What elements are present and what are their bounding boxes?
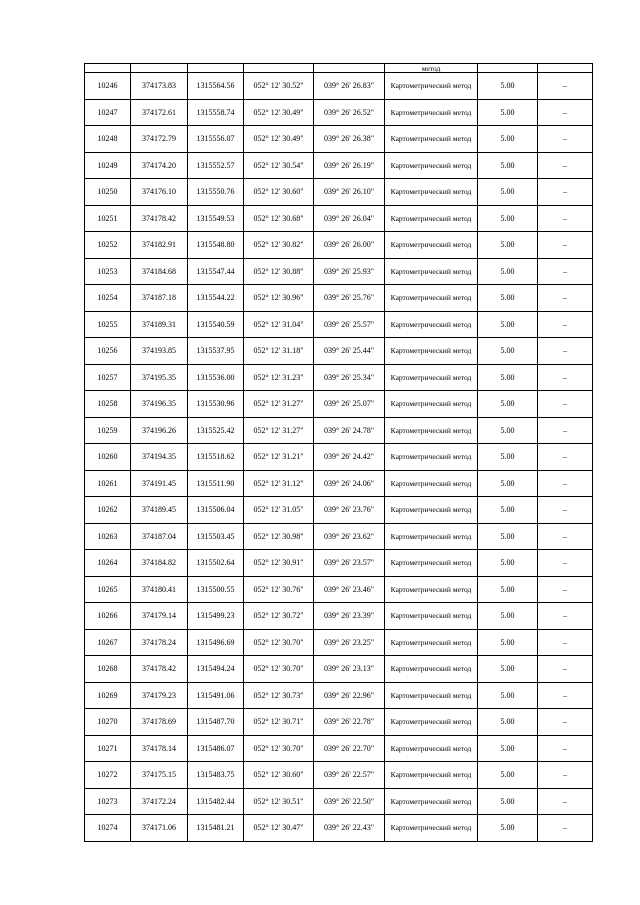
cell-y-coordinate: 1315487.70 bbox=[188, 709, 244, 736]
cell-point-id: 10264 bbox=[85, 550, 131, 577]
cell-longitude: 039° 26' 26.83" bbox=[314, 73, 385, 100]
cell-point-id: 10248 bbox=[85, 126, 131, 153]
cell-y-coordinate: 1315503.45 bbox=[188, 523, 244, 550]
cell-point-id: 10259 bbox=[85, 417, 131, 444]
cell-point-id: 10246 bbox=[85, 73, 131, 100]
cell-method: Картометрический метод bbox=[385, 73, 478, 100]
cell-accuracy: 5.00 bbox=[478, 682, 538, 709]
cell-longitude: 039° 26' 25.34" bbox=[314, 364, 385, 391]
cell-latitude: 052° 12' 30.72" bbox=[244, 603, 314, 630]
cell-y-coordinate: 1315549.53 bbox=[188, 205, 244, 232]
cell-accuracy: 5.00 bbox=[478, 338, 538, 365]
cell-y-coordinate: 1315558.74 bbox=[188, 99, 244, 126]
cell-note: – bbox=[538, 497, 593, 524]
cell-x-coordinate: 374195.35 bbox=[131, 364, 188, 391]
cell-point-id: 10260 bbox=[85, 444, 131, 471]
cell-latitude: 052° 12' 30.54" bbox=[244, 152, 314, 179]
cell-point-id: 10270 bbox=[85, 709, 131, 736]
cell-latitude: 052° 12' 30.82" bbox=[244, 232, 314, 259]
cell-x-coordinate: 374174.20 bbox=[131, 152, 188, 179]
cell-longitude: 039° 26' 22.57" bbox=[314, 762, 385, 789]
cell-accuracy: 5.00 bbox=[478, 550, 538, 577]
table-row bbox=[85, 629, 593, 656]
cell-accuracy: 5.00 bbox=[478, 497, 538, 524]
cell-note: – bbox=[538, 232, 593, 259]
cell-longitude: 039° 26' 22.96" bbox=[314, 682, 385, 709]
cell-y-coordinate: 1315482.44 bbox=[188, 788, 244, 815]
cell-latitude: 052° 12' 31.18" bbox=[244, 338, 314, 365]
table-row bbox=[85, 788, 593, 815]
cell-accuracy: 5.00 bbox=[478, 576, 538, 603]
cell-point-id: 10262 bbox=[85, 497, 131, 524]
cell-latitude: 052° 12' 30.47" bbox=[244, 815, 314, 842]
cell-method: Картометрический метод bbox=[385, 152, 478, 179]
cell-note: – bbox=[538, 99, 593, 126]
cell-y-coordinate: 1315547.44 bbox=[188, 258, 244, 285]
cell-accuracy: 5.00 bbox=[478, 815, 538, 842]
cell-note: – bbox=[538, 364, 593, 391]
cell-x-coordinate: 374191.45 bbox=[131, 470, 188, 497]
cell-latitude: 052° 12' 30.49" bbox=[244, 99, 314, 126]
cell-point-id: 10249 bbox=[85, 152, 131, 179]
cell-latitude: 052° 12' 31.05" bbox=[244, 497, 314, 524]
cell-latitude: 052° 12' 30.70" bbox=[244, 656, 314, 683]
table-row bbox=[85, 497, 593, 524]
cell-note: – bbox=[538, 603, 593, 630]
cell-method: Картометрический метод bbox=[385, 682, 478, 709]
cell-y-coordinate: 1315518.62 bbox=[188, 444, 244, 471]
cell-latitude: 052° 12' 31.12" bbox=[244, 470, 314, 497]
cell-longitude: 039° 26' 26.52" bbox=[314, 99, 385, 126]
cell-longitude: 039° 26' 25.76" bbox=[314, 285, 385, 312]
continuation-row bbox=[85, 64, 593, 73]
cell-longitude: 039° 26' 23.62" bbox=[314, 523, 385, 550]
cell-accuracy: 5.00 bbox=[478, 603, 538, 630]
cell-method: Картометрический метод bbox=[385, 788, 478, 815]
cell-y-coordinate: 1315496.69 bbox=[188, 629, 244, 656]
cell-point-id: 10252 bbox=[85, 232, 131, 259]
cell-longitude: 039° 26' 23.76" bbox=[314, 497, 385, 524]
cell-note: – bbox=[538, 682, 593, 709]
cell-method: метод bbox=[385, 64, 478, 73]
table-row bbox=[85, 73, 593, 100]
cell-latitude: 052° 12' 31.04" bbox=[244, 311, 314, 338]
cell-method: Картометрический метод bbox=[385, 311, 478, 338]
table-row bbox=[85, 815, 593, 842]
cell-y-coordinate: 1315536.00 bbox=[188, 364, 244, 391]
cell-note: – bbox=[538, 576, 593, 603]
cell-x-coordinate: 374184.68 bbox=[131, 258, 188, 285]
cell-accuracy: 5.00 bbox=[478, 258, 538, 285]
cell-note bbox=[538, 64, 593, 73]
cell-note: – bbox=[538, 470, 593, 497]
cell-x-coordinate: 374179.23 bbox=[131, 682, 188, 709]
cell-latitude: 052° 12' 30.52" bbox=[244, 73, 314, 100]
cell-latitude: 052° 12' 30.49" bbox=[244, 126, 314, 153]
table-row bbox=[85, 126, 593, 153]
cell-method: Картометрический метод bbox=[385, 550, 478, 577]
cell-y-coordinate: 1315506.04 bbox=[188, 497, 244, 524]
cell-method: Картометрический метод bbox=[385, 232, 478, 259]
table-row bbox=[85, 152, 593, 179]
cell-x-coordinate: 374178.42 bbox=[131, 656, 188, 683]
cell-point-id: 10271 bbox=[85, 735, 131, 762]
cell-x bbox=[131, 64, 188, 73]
cell-latitude: 052° 12' 31.23" bbox=[244, 364, 314, 391]
table-row bbox=[85, 523, 593, 550]
cell-y-coordinate: 1315481.21 bbox=[188, 815, 244, 842]
cell-note: – bbox=[538, 815, 593, 842]
cell-longitude: 039° 26' 25.07" bbox=[314, 391, 385, 418]
cell-y bbox=[188, 64, 244, 73]
cell-point-id: 10251 bbox=[85, 205, 131, 232]
cell-method: Картометрический метод bbox=[385, 709, 478, 736]
cell-note: – bbox=[538, 709, 593, 736]
table-row bbox=[85, 603, 593, 630]
cell-point-id: 10272 bbox=[85, 762, 131, 789]
cell-point-id: 10254 bbox=[85, 285, 131, 312]
cell-longitude: 039° 26' 23.25" bbox=[314, 629, 385, 656]
cell-y-coordinate: 1315500.55 bbox=[188, 576, 244, 603]
cell-accuracy: 5.00 bbox=[478, 179, 538, 206]
cell-note: – bbox=[538, 762, 593, 789]
cell-point-id: 10265 bbox=[85, 576, 131, 603]
cell-y-coordinate: 1315499.23 bbox=[188, 603, 244, 630]
cell-method: Картометрический метод bbox=[385, 523, 478, 550]
cell-accuracy: 5.00 bbox=[478, 470, 538, 497]
cell-method: Картометрический метод bbox=[385, 205, 478, 232]
cell-x-coordinate: 374178.42 bbox=[131, 205, 188, 232]
cell-x-coordinate: 374178.69 bbox=[131, 709, 188, 736]
cell-latitude: 052° 12' 30.71" bbox=[244, 709, 314, 736]
cell-method: Картометрический метод bbox=[385, 629, 478, 656]
cell-accuracy: 5.00 bbox=[478, 709, 538, 736]
cell-longitude: 039° 26' 23.46" bbox=[314, 576, 385, 603]
table-row bbox=[85, 285, 593, 312]
cell-method: Картометрический метод bbox=[385, 99, 478, 126]
cell-method: Картометрический метод bbox=[385, 815, 478, 842]
cell-method: Картометрический метод bbox=[385, 285, 478, 312]
cell-longitude: 039° 26' 23.13" bbox=[314, 656, 385, 683]
cell-y-coordinate: 1315530.96 bbox=[188, 391, 244, 418]
cell-point-id: 10247 bbox=[85, 99, 131, 126]
table-row bbox=[85, 656, 593, 683]
cell-y-coordinate: 1315552.57 bbox=[188, 152, 244, 179]
cell-latitude: 052° 12' 30.60" bbox=[244, 762, 314, 789]
cell-y-coordinate: 1315544.22 bbox=[188, 285, 244, 312]
cell-method: Картометрический метод bbox=[385, 576, 478, 603]
table-row bbox=[85, 338, 593, 365]
cell-accuracy: 5.00 bbox=[478, 205, 538, 232]
cell-latitude: 052° 12' 30.60" bbox=[244, 179, 314, 206]
cell-longitude: 039° 26' 23.39" bbox=[314, 603, 385, 630]
cell-point-id: 10274 bbox=[85, 815, 131, 842]
cell-note: – bbox=[538, 550, 593, 577]
cell-x-coordinate: 374180.41 bbox=[131, 576, 188, 603]
table-row bbox=[85, 311, 593, 338]
cell-y-coordinate: 1315556.07 bbox=[188, 126, 244, 153]
cell-method: Картометрический метод bbox=[385, 126, 478, 153]
table-row bbox=[85, 364, 593, 391]
cell-point-id: 10267 bbox=[85, 629, 131, 656]
table-row bbox=[85, 258, 593, 285]
cell-accuracy: 5.00 bbox=[478, 656, 538, 683]
cell-accuracy: 5.00 bbox=[478, 364, 538, 391]
cell-note: – bbox=[538, 629, 593, 656]
cell-x-coordinate: 374187.04 bbox=[131, 523, 188, 550]
cell-method: Картометрический метод bbox=[385, 391, 478, 418]
table-row bbox=[85, 417, 593, 444]
cell-x-coordinate: 374196.35 bbox=[131, 391, 188, 418]
cell-longitude: 039° 26' 24.42" bbox=[314, 444, 385, 471]
table-row bbox=[85, 735, 593, 762]
table-row bbox=[85, 682, 593, 709]
cell-latitude: 052° 12' 31.21" bbox=[244, 444, 314, 471]
cell-note: – bbox=[538, 391, 593, 418]
table-row bbox=[85, 232, 593, 259]
cell-accuracy: 5.00 bbox=[478, 285, 538, 312]
cell-accuracy: 5.00 bbox=[478, 762, 538, 789]
cell-note: – bbox=[538, 205, 593, 232]
cell-longitude: 039° 26' 24.78" bbox=[314, 417, 385, 444]
cell-note: – bbox=[538, 73, 593, 100]
cell-y-coordinate: 1315491.06 bbox=[188, 682, 244, 709]
cell-note: – bbox=[538, 285, 593, 312]
cell-x-coordinate: 374187.18 bbox=[131, 285, 188, 312]
cell-latitude: 052° 12' 30.73" bbox=[244, 682, 314, 709]
cell-longitude: 039° 26' 26.04" bbox=[314, 205, 385, 232]
table-row bbox=[85, 205, 593, 232]
cell-longitude: 039° 26' 22.70" bbox=[314, 735, 385, 762]
cell-accuracy bbox=[478, 64, 538, 73]
cell-longitude: 039° 26' 22.50" bbox=[314, 788, 385, 815]
cell-y-coordinate: 1315550.76 bbox=[188, 179, 244, 206]
cell-x-coordinate: 374178.24 bbox=[131, 629, 188, 656]
cell-x-coordinate: 374178.14 bbox=[131, 735, 188, 762]
cell-method: Картометрический метод bbox=[385, 497, 478, 524]
table-row bbox=[85, 550, 593, 577]
cell-lat bbox=[244, 64, 314, 73]
cell-point-id: 10258 bbox=[85, 391, 131, 418]
cell-id bbox=[85, 64, 131, 73]
cell-note: – bbox=[538, 788, 593, 815]
cell-longitude: 039° 26' 26.38" bbox=[314, 126, 385, 153]
cell-y-coordinate: 1315537.95 bbox=[188, 338, 244, 365]
cell-x-coordinate: 374189.31 bbox=[131, 311, 188, 338]
cell-x-coordinate: 374173.83 bbox=[131, 73, 188, 100]
cell-x-coordinate: 374176.10 bbox=[131, 179, 188, 206]
cell-latitude: 052° 12' 30.98" bbox=[244, 523, 314, 550]
cell-x-coordinate: 374194.35 bbox=[131, 444, 188, 471]
cell-note: – bbox=[538, 126, 593, 153]
cell-longitude: 039° 26' 25.93" bbox=[314, 258, 385, 285]
table-row bbox=[85, 576, 593, 603]
cell-note: – bbox=[538, 311, 593, 338]
cell-y-coordinate: 1315540.59 bbox=[188, 311, 244, 338]
cell-latitude: 052° 12' 30.70" bbox=[244, 629, 314, 656]
table-row bbox=[85, 391, 593, 418]
table-row bbox=[85, 444, 593, 471]
cell-method: Картометрический метод bbox=[385, 417, 478, 444]
cell-y-coordinate: 1315548.80 bbox=[188, 232, 244, 259]
cell-note: – bbox=[538, 735, 593, 762]
cell-point-id: 10261 bbox=[85, 470, 131, 497]
cell-point-id: 10250 bbox=[85, 179, 131, 206]
cell-latitude: 052° 12' 30.91" bbox=[244, 550, 314, 577]
coordinates-table bbox=[84, 63, 593, 842]
cell-method: Картометрический метод bbox=[385, 179, 478, 206]
cell-method: Картометрический метод bbox=[385, 258, 478, 285]
cell-x-coordinate: 374172.24 bbox=[131, 788, 188, 815]
cell-accuracy: 5.00 bbox=[478, 73, 538, 100]
cell-x-coordinate: 374179.14 bbox=[131, 603, 188, 630]
cell-x-coordinate: 374172.79 bbox=[131, 126, 188, 153]
cell-point-id: 10255 bbox=[85, 311, 131, 338]
cell-point-id: 10253 bbox=[85, 258, 131, 285]
cell-note: – bbox=[538, 417, 593, 444]
cell-longitude: 039° 26' 22.78" bbox=[314, 709, 385, 736]
cell-accuracy: 5.00 bbox=[478, 735, 538, 762]
cell-point-id: 10257 bbox=[85, 364, 131, 391]
cell-method: Картометрический метод bbox=[385, 338, 478, 365]
cell-y-coordinate: 1315511.90 bbox=[188, 470, 244, 497]
cell-x-coordinate: 374175.15 bbox=[131, 762, 188, 789]
table-row bbox=[85, 709, 593, 736]
cell-longitude: 039° 26' 25.44" bbox=[314, 338, 385, 365]
cell-latitude: 052° 12' 30.96" bbox=[244, 285, 314, 312]
cell-point-id: 10263 bbox=[85, 523, 131, 550]
cell-accuracy: 5.00 bbox=[478, 629, 538, 656]
cell-note: – bbox=[538, 179, 593, 206]
cell-point-id: 10268 bbox=[85, 656, 131, 683]
cell-point-id: 10266 bbox=[85, 603, 131, 630]
cell-longitude: 039° 26' 26.00" bbox=[314, 232, 385, 259]
cell-x-coordinate: 374171.06 bbox=[131, 815, 188, 842]
cell-accuracy: 5.00 bbox=[478, 152, 538, 179]
cell-accuracy: 5.00 bbox=[478, 417, 538, 444]
cell-accuracy: 5.00 bbox=[478, 232, 538, 259]
cell-x-coordinate: 374172.61 bbox=[131, 99, 188, 126]
cell-method: Картометрический метод bbox=[385, 762, 478, 789]
cell-accuracy: 5.00 bbox=[478, 444, 538, 471]
cell-latitude: 052° 12' 31.27" bbox=[244, 417, 314, 444]
cell-note: – bbox=[538, 338, 593, 365]
table-row bbox=[85, 762, 593, 789]
cell-longitude: 039° 26' 22.43" bbox=[314, 815, 385, 842]
cell-note: – bbox=[538, 444, 593, 471]
cell-accuracy: 5.00 bbox=[478, 126, 538, 153]
cell-method: Картометрический метод bbox=[385, 656, 478, 683]
cell-accuracy: 5.00 bbox=[478, 788, 538, 815]
cell-latitude: 052° 12' 30.68" bbox=[244, 205, 314, 232]
cell-latitude: 052° 12' 30.70" bbox=[244, 735, 314, 762]
cell-method: Картометрический метод bbox=[385, 603, 478, 630]
cell-latitude: 052° 12' 30.88" bbox=[244, 258, 314, 285]
coordinates-table-body bbox=[85, 64, 593, 842]
cell-note: – bbox=[538, 258, 593, 285]
cell-method: Картометрический метод bbox=[385, 444, 478, 471]
cell-x-coordinate: 374196.26 bbox=[131, 417, 188, 444]
cell-x-coordinate: 374189.45 bbox=[131, 497, 188, 524]
cell-y-coordinate: 1315486.07 bbox=[188, 735, 244, 762]
cell-longitude: 039° 26' 26.19" bbox=[314, 152, 385, 179]
cell-y-coordinate: 1315483.75 bbox=[188, 762, 244, 789]
cell-point-id: 10273 bbox=[85, 788, 131, 815]
cell-x-coordinate: 374184.82 bbox=[131, 550, 188, 577]
cell-y-coordinate: 1315502.64 bbox=[188, 550, 244, 577]
cell-longitude: 039° 26' 24.06" bbox=[314, 470, 385, 497]
cell-note: – bbox=[538, 523, 593, 550]
cell-longitude: 039° 26' 23.57" bbox=[314, 550, 385, 577]
cell-method: Картометрический метод bbox=[385, 735, 478, 762]
cell-latitude: 052° 12' 30.51" bbox=[244, 788, 314, 815]
cell-method: Картометрический метод bbox=[385, 470, 478, 497]
cell-point-id: 10256 bbox=[85, 338, 131, 365]
table-row bbox=[85, 99, 593, 126]
cell-point-id: 10269 bbox=[85, 682, 131, 709]
table-row bbox=[85, 179, 593, 206]
cell-accuracy: 5.00 bbox=[478, 99, 538, 126]
cell-note: – bbox=[538, 656, 593, 683]
cell-latitude: 052° 12' 31.27" bbox=[244, 391, 314, 418]
cell-y-coordinate: 1315564.56 bbox=[188, 73, 244, 100]
cell-accuracy: 5.00 bbox=[478, 391, 538, 418]
cell-note: – bbox=[538, 152, 593, 179]
cell-accuracy: 5.00 bbox=[478, 523, 538, 550]
cell-longitude: 039° 26' 25.57" bbox=[314, 311, 385, 338]
cell-longitude: 039° 26' 26.10" bbox=[314, 179, 385, 206]
cell-lon bbox=[314, 64, 385, 73]
cell-accuracy: 5.00 bbox=[478, 311, 538, 338]
table-row bbox=[85, 470, 593, 497]
cell-method: Картометрический метод bbox=[385, 364, 478, 391]
cell-y-coordinate: 1315525.42 bbox=[188, 417, 244, 444]
cell-y-coordinate: 1315494.24 bbox=[188, 656, 244, 683]
cell-latitude: 052° 12' 30.76" bbox=[244, 576, 314, 603]
cell-x-coordinate: 374193.85 bbox=[131, 338, 188, 365]
cell-x-coordinate: 374182.91 bbox=[131, 232, 188, 259]
